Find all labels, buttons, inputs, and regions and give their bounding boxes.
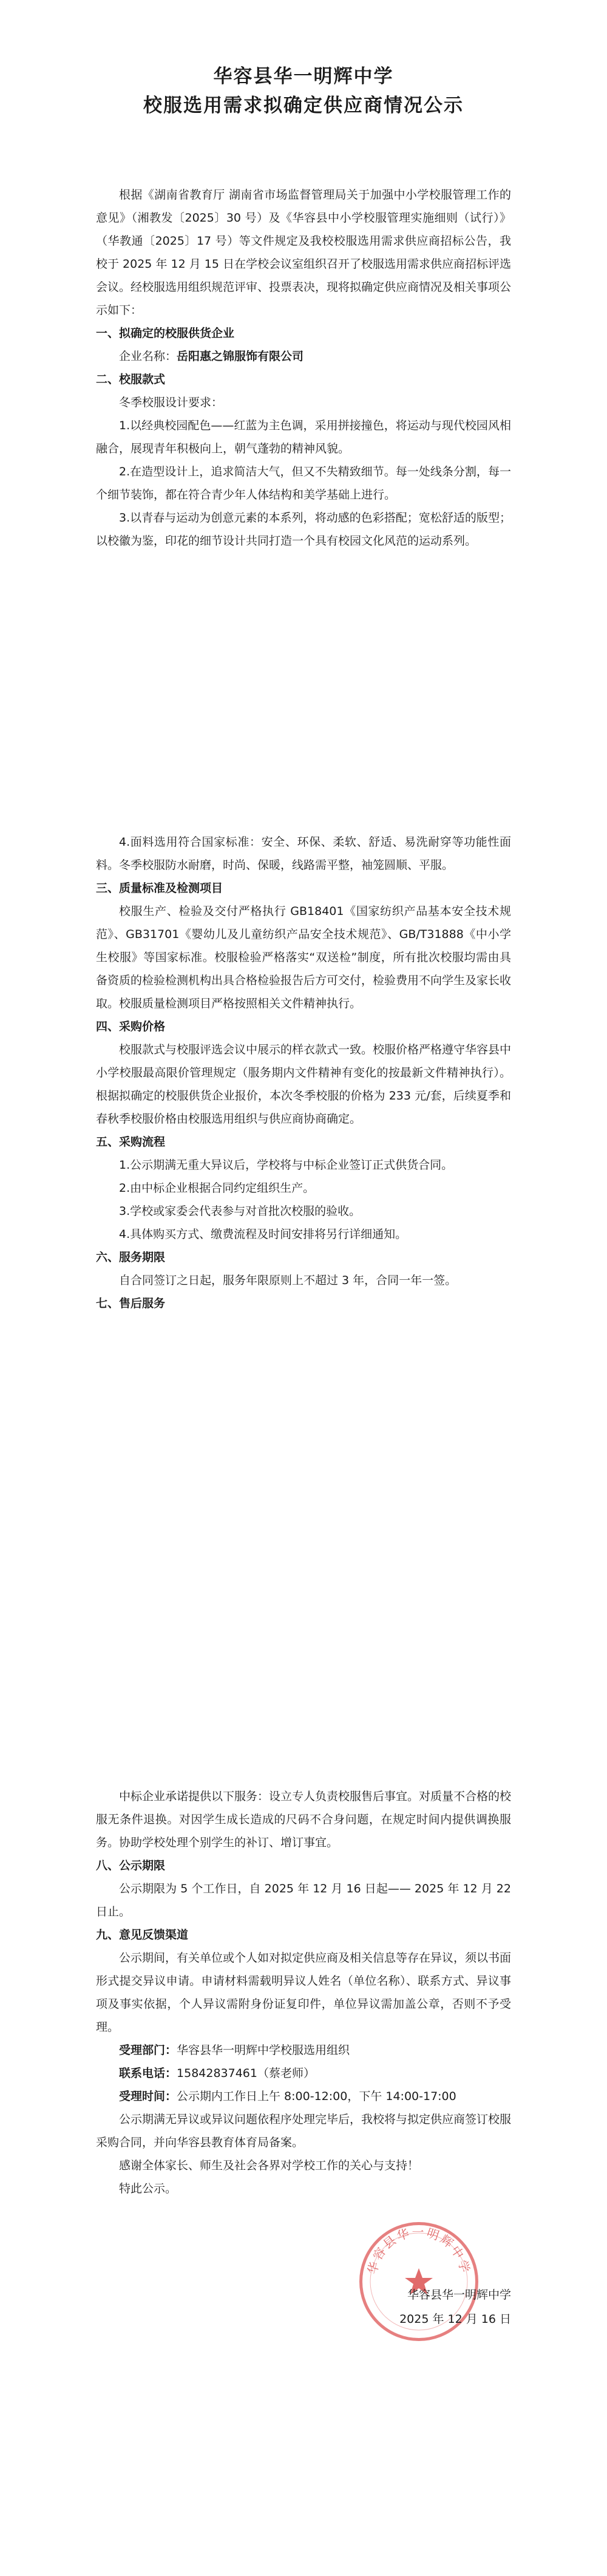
- time-line: [96, 2085, 511, 2108]
- signature-block: [316, 2283, 511, 2331]
- signature-school: 华容县华一明辉中学: [407, 2288, 511, 2302]
- style-item-1: 1.以经典校园配色——红蓝为主色调，采用拼接撞色，将运动与现代校园风相融合，展现青年积极向上，朝气蓬勃的精神风貌。: [96, 419, 511, 455]
- process-item-3: 3.学校或家委会代表参与对首批次校服的验收。: [119, 1205, 361, 1218]
- section-2-subheading: 冬季校服设计要求：: [119, 396, 223, 409]
- signature-date: 2025 年 12 月 16 日: [399, 2313, 511, 2326]
- section-4-heading: 四、采购价格: [96, 1020, 166, 1033]
- company-label: 企业名称：: [119, 350, 177, 363]
- document-title-line-2: 校服选用需求拟确定供应商情况公示: [143, 95, 464, 117]
- section-6-body: 自合同签订之日起，服务年限原则上不超过 3 年，合同一年一签。: [119, 1274, 457, 1287]
- dept-label: 受理部门：: [119, 2044, 177, 2057]
- after-paragraph: 公示期满无异议或异议问题依程序处理完毕后，我校将与拟定供应商签订校服采购合同，并向华容县教育体育局备案。: [96, 2113, 512, 2149]
- phone-label: 联系电话：: [119, 2067, 177, 2080]
- seal-text: 华容县华一明辉中学: [364, 2224, 473, 2276]
- company-line: [96, 345, 511, 368]
- section-6-heading: 六、服务期限: [96, 1251, 166, 1264]
- dept-value: 华容县华一明辉中学校服选用组织: [177, 2044, 350, 2057]
- style-item-2: 2.在造型设计上，追求简洁大气，但又不失精致细节。每一处线条分割，每一个细节装饰，都在符合青少年人体结构和美学基础上进行。: [96, 465, 511, 501]
- phone-line: [96, 2062, 511, 2085]
- section-9-body: 公示期间，有关单位或个人如对拟定供应商及相关信息等存在异议，须以书面形式提交异议申请。申请材料需载明异议人姓名（单位名称）、联系方式、异议事项及事实依据，个人异议需附身份证复印件，单位异议需加盖公章，否则不予受理。: [96, 1951, 512, 2034]
- section-9-heading: 九、意见反馈渠道: [96, 1928, 189, 1942]
- style-item-3: 3.以青春与运动为创意元素的本系列，将动感的色彩搭配；宽松舒适的版型；以校徽为鉴，印花的细节设计共同打造一个具有校园文化风范的运动系列。: [96, 511, 511, 548]
- section-8-body: 公示期限为 5 个工作日，自 2025 年 12 月 16 日起—— 2025 年 12 月 22 日止。: [96, 1882, 511, 1918]
- thanks-paragraph: 感谢全体家长、师生及社会各界对学校工作的关心与支持！: [119, 2159, 419, 2172]
- process-item-2: 2.由中标企业根据合同约定组织生产。: [119, 1181, 315, 1195]
- section-3-body: 校服生产、检验及交付严格执行 GB18401《国家纺织产品基本安全技术规范》、GB31701《婴幼儿及儿童纺织产品安全技术规范》、GB/T31888《中小学生校服》等国家标准。校服检验严格落实“双送检”制度，所有批次校服均需由具备资质的检验检测机构出具合格检验报告后方可交付，检验费用不向学生及家长收取。校服质量检测项目严格按照相关文件精神执行。: [96, 905, 512, 1010]
- time-label: 受理时间：: [119, 2090, 177, 2103]
- closing-line: 特此公示。: [119, 2182, 177, 2195]
- section-7-heading: 七、售后服务: [96, 1297, 166, 1310]
- process-item-1: 1.公示期满无重大异议后，学校将与中标企业签订正式供货合同。: [119, 1158, 453, 1172]
- section-2-heading: 二、校服款式: [96, 373, 166, 386]
- page-1-content: [96, 62, 511, 1315]
- page-break: [0, 1700, 607, 1724]
- intro-paragraph: 根据《湖南省教育厅 湖南省市场监督管理局关于加强中小学校服管理工作的意见》（湘教发〔2025〕30 号）及《华容县中小学校服管理实施细则（试行）》（华教通〔2025〕17 号）等文件规定及我校校服选用需求供应商招标公告，我校于 2025 年 12 月 15 日在学校会议室组织召开了校服选用需求供应商招标评选会议。经校服选用组织规范评审、投票表决，现将拟确定供应商情况及相关事项公示如下：: [96, 188, 512, 317]
- section-5-heading: 五、采购流程: [96, 1135, 166, 1149]
- svg-text:华容县华一明辉中学: [365, 2224, 473, 2275]
- section-7-body: 中标企业承诺提供以下服务：设立专人负责校服售后事宜。对质量不合格的校服无条件退换。对因学生成长造成的尺码不合身问题，在规定时间内提供调换服务。协助学校处理个别学生的补订、增订事宜。: [96, 1790, 512, 1849]
- section-4-body: 校服款式与校服评选会议中展示的样衣款式一致。校服价格严格遵守华容县中小学校服最高限价管理规定（服务期内文件精神有变化的按最新文件精神执行）。根据拟确定的校服供货企业报价，本次冬季校服的价格为 233 元/套，后续夏季和春秋季校服价格由校服选用组织与供应商协商确定。: [96, 1043, 512, 1126]
- dept-line: [96, 2039, 511, 2062]
- page-2-content: [96, 1785, 511, 2200]
- document-title-line-1: 华容县华一明辉中学: [213, 66, 394, 87]
- company-name: 岳阳惠之锦服饰有限公司: [177, 350, 304, 363]
- phone-value: 15842837461（蔡老师）: [177, 2067, 315, 2080]
- section-1-heading: 一、拟确定的校服供货企业: [96, 327, 235, 340]
- section-3-heading: 三、质量标准及检测项目: [96, 882, 223, 895]
- blank-image-area: [96, 552, 511, 831]
- process-item-4: 4.具体购买方式、缴费流程及时间安排将另行详细通知。: [119, 1228, 407, 1241]
- style-item-4: 4.面料选用符合国家标准：安全、环保、柔软、舒适、易洗耐穿等功能性面料。冬季校服防水耐磨，时尚、保暖，线路需平整，袖笼圆顺、平服。: [96, 835, 511, 872]
- time-value: 公示期内工作日上午 8:00-12:00，下午 14:00-17:00: [177, 2090, 456, 2103]
- section-8-heading: 八、公示期限: [96, 1859, 166, 1872]
- document-page-2: [0, 1724, 607, 2576]
